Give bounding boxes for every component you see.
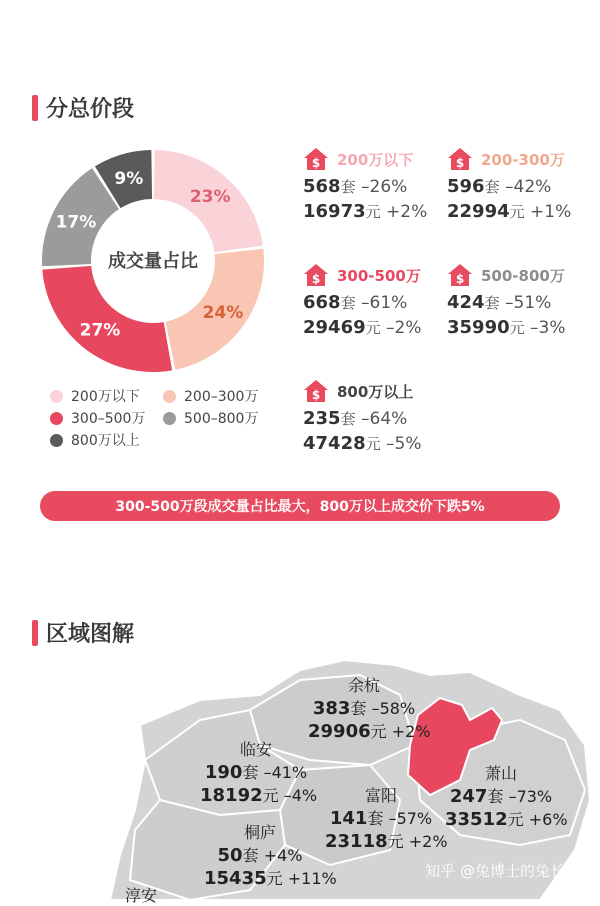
- price-band-name: 800万以上: [337, 382, 414, 401]
- svg-text:$: $: [455, 156, 465, 170]
- map-label-fuyang: 富阳 141套 –57% 23118元 +2%: [325, 786, 448, 852]
- legend-swatch: [163, 390, 176, 403]
- price-band-name: 200万以下: [337, 150, 414, 169]
- price-band-stat-4: $ 500-800万 424套 –51% 35990元 –3%: [447, 262, 566, 338]
- title-accent-bar: [32, 620, 38, 646]
- map-label-tonglu: 桐庐 50套 +4% 15435元 +11%: [204, 823, 337, 889]
- legend-swatch: [50, 412, 63, 425]
- svg-text:$: $: [311, 388, 321, 402]
- legend-item-5: 800万以上: [50, 430, 140, 450]
- legend-item-4: 500–800万: [163, 408, 258, 428]
- price-band-stat-3: $ 300-500万 668套 –61% 29469元 –2%: [303, 262, 422, 338]
- donut-slice-3: [42, 266, 172, 372]
- section-title-region: 区域图解: [32, 617, 134, 648]
- map-label-xiaoshan: 萧山 247套 –73% 33512元 +6%: [445, 764, 568, 830]
- price-band-name: 200-300万: [481, 150, 565, 169]
- title-accent-bar: [32, 95, 38, 121]
- donut-slice-label-4: 17%: [55, 212, 97, 233]
- map-label-linan: 临安 190套 –41% 18192元 –4%: [200, 740, 318, 806]
- price-band-stat-5: $ 800万以上 235套 –64% 47428元 –5%: [303, 378, 422, 454]
- legend-swatch: [50, 390, 63, 403]
- donut-slice-label-5: 9%: [114, 168, 144, 189]
- legend-item-3: 300–500万: [50, 408, 145, 428]
- price-band-stat-1: $ 200万以下 568套 –26% 16973元 +2%: [303, 146, 427, 222]
- map-label-chunan: 淳安: [125, 886, 158, 905]
- watermark: 知乎 @兔博士的兔长老: [425, 862, 580, 880]
- donut-center-label: 成交量占比: [108, 251, 198, 272]
- price-band-name: 500-800万: [481, 266, 565, 285]
- legend-item-2: 200–300万: [163, 386, 258, 406]
- donut-slice-label-1: 23%: [189, 187, 231, 208]
- donut-chart: [40, 148, 266, 374]
- house-price-icon: [447, 147, 473, 171]
- price-band-stat-2: $ 200-300万 596套 –42% 22994元 +1%: [447, 146, 571, 222]
- donut-slice-label-2: 24%: [202, 302, 244, 323]
- house-price-icon: [303, 379, 329, 403]
- house-price-icon: [447, 263, 473, 287]
- legend-swatch: [163, 412, 176, 425]
- map-label-yuhang: 余杭 383套 –58% 29906元 +2%: [308, 676, 431, 742]
- svg-text:$: $: [455, 272, 465, 286]
- house-price-icon: [303, 147, 329, 171]
- svg-text:$: $: [311, 272, 321, 286]
- section-title-price-band: 分总价段: [32, 92, 134, 123]
- price-band-name: 300-500万: [337, 266, 421, 285]
- donut-slice-label-3: 27%: [79, 320, 121, 341]
- svg-text:$: $: [311, 156, 321, 170]
- summary-banner: 300-500万段成交量占比最大，800万以上成交价下跌5%: [40, 491, 560, 521]
- legend-swatch: [50, 434, 63, 447]
- legend-item-1: 200万以下: [50, 386, 140, 406]
- house-price-icon: [303, 263, 329, 287]
